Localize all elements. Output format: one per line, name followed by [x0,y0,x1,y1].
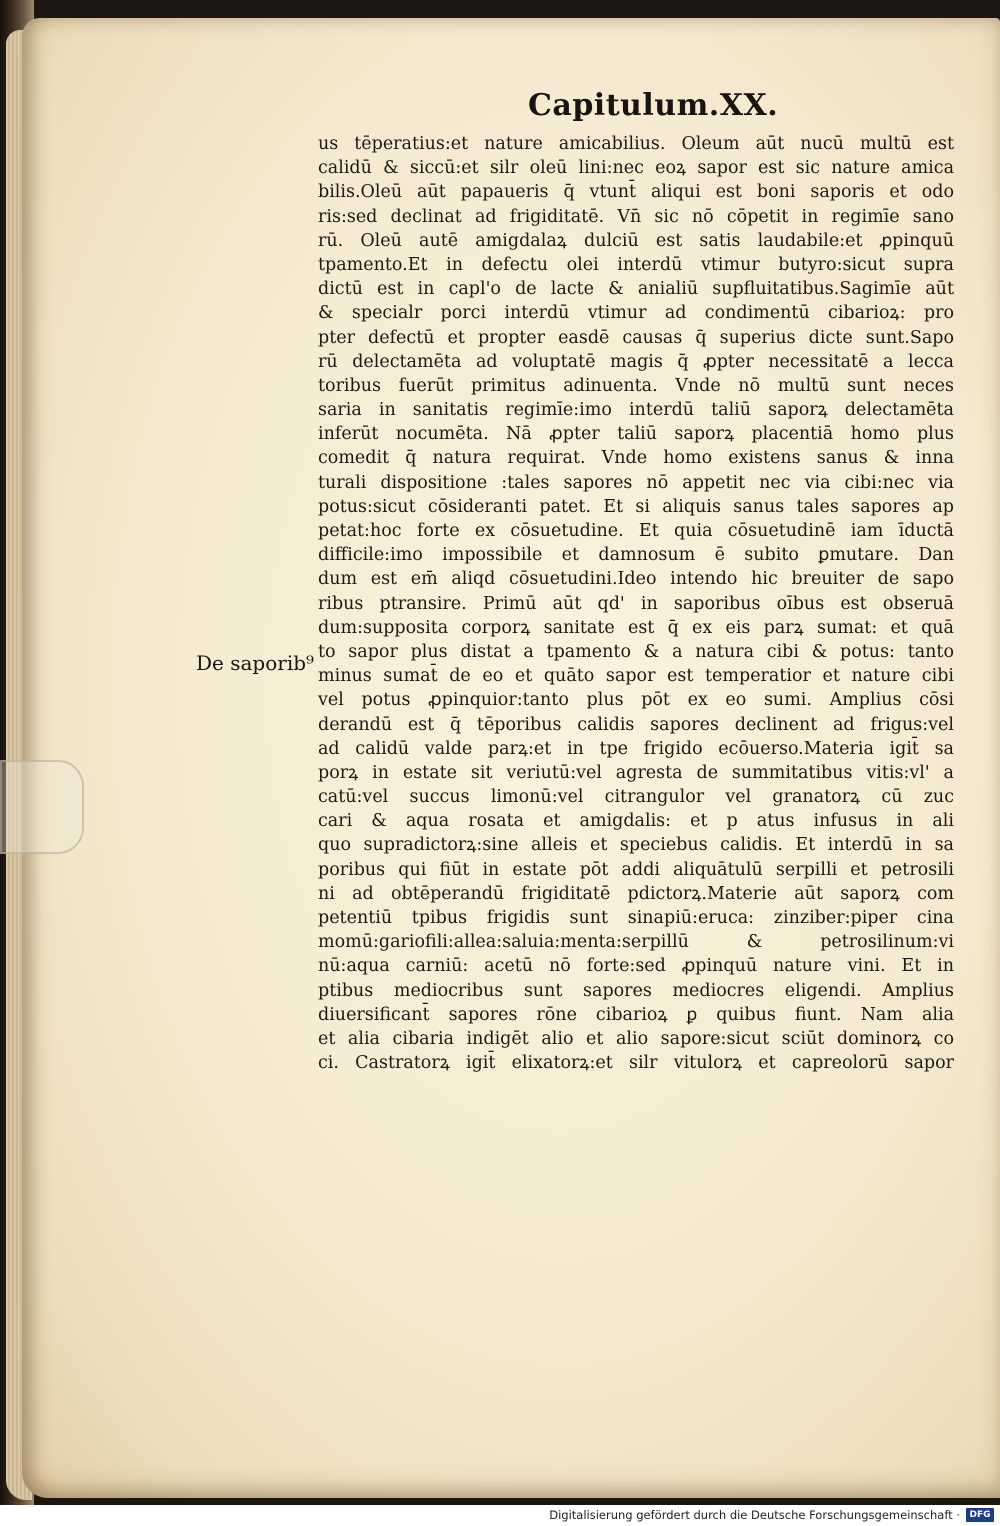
text-line: us tēperatius:et nature amicabilius. Oleum aūt nucū multū est [318,134,954,154]
text-line: toribus fuerūt primitus adinuenta. Vnde nō multū sunt neces [318,375,954,396]
text-line: ribus ptransire. Primū aūt qd' in saporibus oībus est obseruā [318,593,954,614]
text-line: turali dispositione :tales sapores nō appetit nec via cibi:nec via [318,472,954,493]
text-line: cari & aqua rosata et amigdalis: et p atus infusus in ali [318,811,954,832]
text-line: dum est em̄ aliqd cōsuetudini.Ideo intendo hic breuiter de sapo [318,569,954,590]
text-line: poribus qui fiūt in estate pōt addi aliquātulū serpilli et petrosili [318,859,954,880]
text-line: bilis.Oleū aūt papaueris q̄ vtunt̄ aliqui est boni saporis et odo [318,182,954,203]
text-line: petat:hoc forte ex cōsuetudine. Et quia cōsuetudinē iam īductā [318,521,954,541]
text-line: ris:sed declinat ad frigiditatē. Vn̄ sic nō cōpetit in regimīe sano [318,206,954,227]
text-line: rū delectamēta ad voluptatē magis q̄ ꝓpter necessitatē a lecca [318,351,954,372]
text-line: petentiū tpibus frigidis sunt sinapiū:eruca: zinziber:piper cina [318,908,954,928]
margin-note: De saporib⁹ [196,651,315,675]
body-text-column [318,132,954,1075]
text-line: diuersificant̄ sapores rōne cibarioꝝ ꝑ quibus fiunt. Nam alia [318,1004,954,1025]
text-line: calidū & siccū:et silr oleū lini:nec eoꝝ sapor est sic nature amica [318,158,954,179]
text-line: nū:aqua carniū: acetū nō forte:sed ꝓpinquū nature vini. Et in [318,956,954,977]
text-line: dictū est in capl'o de lacte & anialiū supfluitatibus.Sagimīe aūt [318,279,954,300]
text-line: catū:vel succus limonū:vel citrangulor vel granatorꝝ cū zuc [318,787,954,808]
footer-bar [0,1505,1000,1526]
footer-credit-text: Digitalisierung gefördert durch die Deutsche Forschungsgemeinschaft · [549,1508,960,1522]
text-line: tpamento.Et in defectu olei interdū vtimur butyro:sicut supra [318,254,954,275]
text-line: to sapor plus distat a tpamento & a natura cibi & potus: tanto [318,641,954,662]
text-line: momū:gariofili:allea:saluia:menta:serpillū & petrosilinum:vi [318,932,954,953]
text-line: comedit q̄ natura requirat. Vnde homo existens sanus & inna [318,448,954,469]
text-line: ptibus mediocribus sunt sapores mediocres eligendi. Amplius [318,980,954,1001]
text-line: dum:supposita corporꝝ sanitate est q̄ ex eis parꝝ sumat: et quā [318,617,954,638]
text-line: difficile:imo impossibile et damnosum ē subito ꝑmutare. Dan [318,545,954,566]
text-line: ni ad obtēperandū frigiditatē pdictorꝝ.Materie aūt saporꝝ com [318,883,954,904]
text-line: saria in sanitatis regimīe:imo interdū taliū saporꝝ delectamēta [318,400,954,421]
text-line: vel potus ꝓpinquior:tanto plus pōt ex eo sumi. Amplius cōsi [318,690,954,711]
chapter-title: Capitulum.XX. [528,88,779,123]
text-line: et alia cibaria indigēt alio et alio sapore:sicut sciūt dominorꝝ co [318,1028,954,1049]
bookmark-tab [0,760,84,854]
text-line: pter defectū et propter easdē causas q̄ superius dicte sunt.Sapo [318,327,954,348]
text-line: derandū est q̄ tēporibus calidis sapores declinent ad frigus:vel [318,714,954,735]
text-line: minus sumat̄ de eo et quāto sapor est temperatior et nature cibi [318,666,954,687]
text-line: & specialr porci interdū vtimur ad condimentū cibarioꝝ: pro [318,303,954,324]
text-line: potus:sicut cōsideranti patet. Et si aliquis sanus tales sapores ap [318,496,954,517]
dfg-logo: DFG [966,1508,994,1522]
text-line: inferūt nocumēta. Nā ꝓpter taliū saporꝝ placentiā homo plus [318,424,954,445]
text-line: porꝝ in estate sit veriutū:vel agresta de summitatibus vitis:vl' a [318,762,954,783]
text-line: ci. Castratorꝝ igit̄ elixatorꝝ:et silr vitulorꝝ et capreolorū sapor [318,1053,954,1074]
text-line: ad calidū valde parꝝ:et in tpe frigido ecōuerso.Materia igit̄ sa [318,738,954,759]
text-line: quo supradictorꝝ:sine alleis et speciebus calidis. Et interdū in sa [318,835,954,856]
text-line: rū. Oleū autē amigdalaꝝ dulciū est satis laudabile:et ꝓpinquū [318,230,954,251]
